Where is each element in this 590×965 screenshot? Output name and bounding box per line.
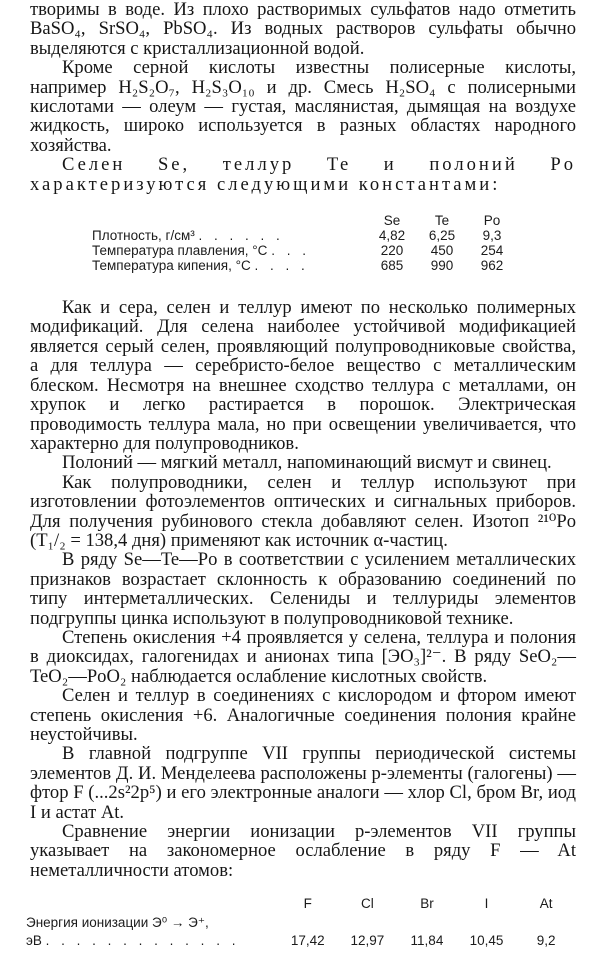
column-header-se: Se <box>383 213 401 229</box>
table-cell: 12,97 <box>350 933 385 949</box>
column-header-at: At <box>539 896 553 912</box>
ionization-label-line2: эВ <box>26 933 42 949</box>
paragraph-sulfates: творимы в воде. Из плохо растворимых сульфатов надо отметить BaSO₄, SrSO₄, PbSO₄. Из водных растворов сульфаты обычно выделяются с кристаллизационной водой. <box>30 0 576 59</box>
column-header-br: Br <box>420 896 434 912</box>
main-text-block <box>30 298 576 880</box>
paragraph-polonium: Полоний — мягкий металл, напоминающий висмут и свинец. <box>62 452 552 474</box>
row-label: Температура плавления, °С <box>92 243 268 259</box>
leader-dots: . . . . <box>254 258 309 274</box>
paragraph-oxidation-plus-six: Селен и теллур в соединениях с кислородом и фтором имеют степень окисления +6. Аналогичные соединения полония крайне неустойчивы. <box>30 685 576 745</box>
table-cell: 962 <box>480 258 504 274</box>
ionization-label-row <box>26 915 576 930</box>
table-row-density <box>92 228 576 243</box>
row-label: Плотность, г/см³ <box>92 228 195 244</box>
table-cell: 220 <box>380 243 404 259</box>
leader-dots: . . . <box>271 243 310 259</box>
table-cell: 450 <box>430 243 454 259</box>
ionization-table <box>26 896 576 948</box>
ionization-values-row <box>26 933 576 948</box>
constants-table <box>92 213 576 273</box>
table-cell: 10,45 <box>469 933 504 949</box>
table-row-melting-point <box>92 243 576 258</box>
ionization-table-header <box>26 896 576 911</box>
table-cell: 9,3 <box>482 228 502 244</box>
paragraph-ionization-intro: Сравнение энергии ионизации p-элементов VII группы указывает на закономерное ослабление в ряду F — At неметалличности атомов: <box>30 821 576 881</box>
table-cell: 9,2 <box>536 933 556 949</box>
column-header-f: F <box>303 896 312 912</box>
paragraph-polymer-modifications: Как и сера, селен и теллур имеют по несколько полимерных модификаций. Для селена наиболее устойчивой модификацией является серый селен, проявляющий полупроводниковые свойства, а для теллура — серебристо-белое вещество с металлическим блеском. Несмотря на внешнее сходство теллура с металлами, он хрупок и легко растирается в порошок. Электрическая проводимость теллура мала, но при освещении увеличивается, что характерно для полупроводников. <box>30 297 576 454</box>
table-cell: 17,42 <box>290 933 325 949</box>
leader-dots: . . . . . . <box>198 228 284 244</box>
column-header-cl: Cl <box>360 896 374 912</box>
paragraph-polysulfuric-acids: Кроме серной кислоты известны полисерные кислоты, например H₂S₂O₇, H₂S₃O₁₀ и др. Смесь H₂SO₄ с полисерными кислотами — олеум — густая, маслянистая, дымящая на воздухе жидкость, широко используется в разных областях народного хозяйства. <box>30 57 576 156</box>
paragraph-intermetallic: В ряду Se—Te—Po в соответствии с усилением металлических признаков возрастает склонность к образованию соединений по типу интерметаллических. Селениды и теллуриды элементов подгруппы цинка используют в полупроводниковой технике. <box>30 549 576 629</box>
table-cell: 254 <box>480 243 504 259</box>
ionization-label-line1: Энергия ионизации Э⁰ → Э⁺, <box>26 915 209 931</box>
column-header-po: Po <box>483 213 501 229</box>
paragraph-halogens: В главной подгруппе VII группы периодической системы элементов Д. И. Менделеева расположены p-элементы (галогены) — фтор F (...2s²2p⁵) и его электронные аналоги — хлор Cl, бром Br, иод I и астат At. <box>30 743 576 823</box>
column-header-i: I <box>484 896 489 912</box>
column-header-te: Te <box>434 213 450 229</box>
paragraph-oxidation-plus-four: Степень окисления +4 проявляется у селена, теллура и полония в диоксидах, галогенидах и анионах типа [ЭO₃]²⁻. В ряду SeO₂—TeO₂—PoO₂ наблюдается ослабление кислотных свойств. <box>30 626 576 687</box>
leader-dots: . . . . . . . . . . . . . <box>45 933 240 949</box>
paragraph-semiconductors: Как полупроводники, селен и теллур используют при изготовлении фотоэлементов оптических и сигнальных приборов. Для получения рубинового стекла добавляют селен. Изотоп ²¹⁰Po (T₁/₂ = 138,4 дня) применяют как источник α-частиц. <box>30 471 576 551</box>
constants-table-header <box>92 213 576 228</box>
table-cell: 6,25 <box>428 228 456 244</box>
table-cell: 4,82 <box>378 228 406 244</box>
intro-block <box>30 0 576 194</box>
table-cell: 11,84 <box>410 933 444 949</box>
table-cell: 685 <box>380 258 404 274</box>
row-label: Температура кипения, °С <box>92 258 251 274</box>
table-cell: 990 <box>430 258 454 274</box>
table-row-boiling-point <box>92 258 576 273</box>
paragraph-constants-intro: Селен Se, теллур Te и полоний Po характеризуются следующими константами: <box>30 154 576 195</box>
